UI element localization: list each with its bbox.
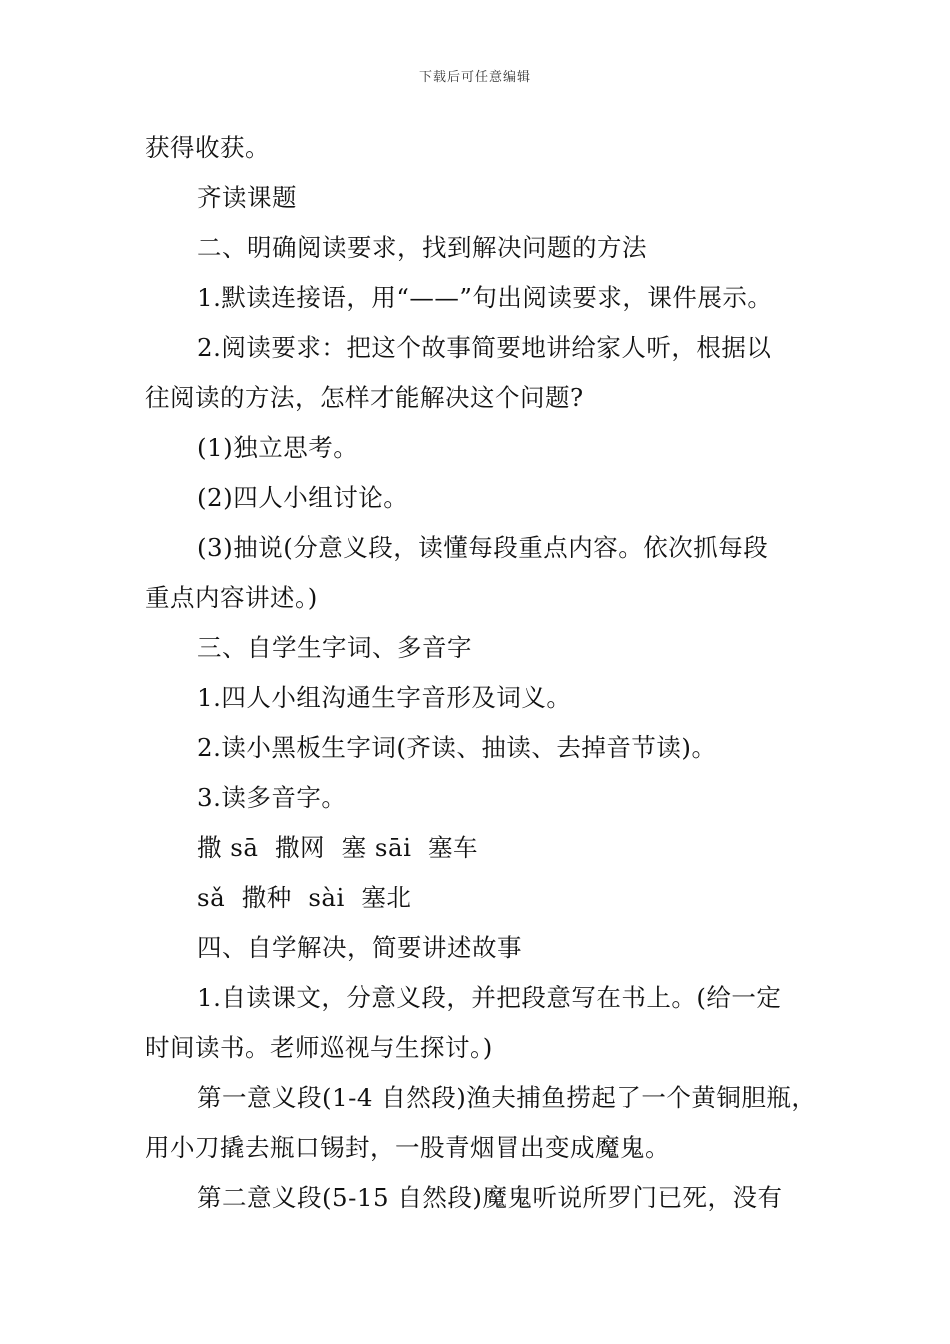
section-heading: 四、自学解决，简要讲述故事 [197, 933, 522, 962]
document-body [145, 130, 817, 1230]
paragraph-line: 1.四人小组沟通生字音形及词义。 [197, 683, 572, 712]
section-heading: 二、明确阅读要求，找到解决问题的方法 [197, 233, 647, 262]
paragraph-line: (1)独立思考。 [197, 433, 359, 462]
paragraph-line: 2.读小黑板生字词(齐读、抽读、去掉音节读)。 [197, 733, 717, 762]
paragraph-line: 3.读多音字。 [197, 783, 347, 812]
section-heading: 三、自学生字词、多音字 [197, 633, 472, 662]
paragraph-line: 往阅读的方法，怎样才能解决这个问题? [145, 383, 584, 412]
paragraph-line: 2.阅读要求：把这个故事简要地讲给家人听，根据以 [197, 333, 772, 362]
paragraph-line: 1.自读课文，分意义段，并把段意写在书上。(给一定 [197, 983, 782, 1012]
paragraph-line: 1.默读连接语，用“——”句出阅读要求，课件展示。 [197, 283, 773, 312]
paragraph-line: 第一意义段(1-4 自然段)渔夫捕鱼捞起了一个黄铜胆瓶， [197, 1083, 817, 1112]
paragraph-line: 第二意义段(5-15 自然段)魔鬼听说所罗门已死，没有 [197, 1183, 783, 1212]
pinyin-line: 撒 sā 撒网 塞 sāi 塞车 [197, 833, 478, 862]
paragraph-line: 齐读课题 [197, 183, 297, 212]
paragraph-line: (3)抽说(分意义段，读懂每段重点内容。依次抓每段 [197, 533, 769, 562]
paragraph-line: 时间读书。老师巡视与生探讨。) [145, 1033, 493, 1062]
paragraph-line: 获得收获。 [145, 133, 270, 162]
paragraph-line: (2)四人小组讨论。 [197, 483, 409, 512]
paragraph-line: 重点内容讲述。) [145, 583, 318, 612]
pinyin-line: sǎ 撒种 sài 塞北 [197, 883, 412, 912]
page-header: 下载后可任意编辑 [418, 70, 531, 85]
paragraph-line: 用小刀撬去瓶口锡封，一股青烟冒出变成魔鬼。 [145, 1133, 670, 1162]
